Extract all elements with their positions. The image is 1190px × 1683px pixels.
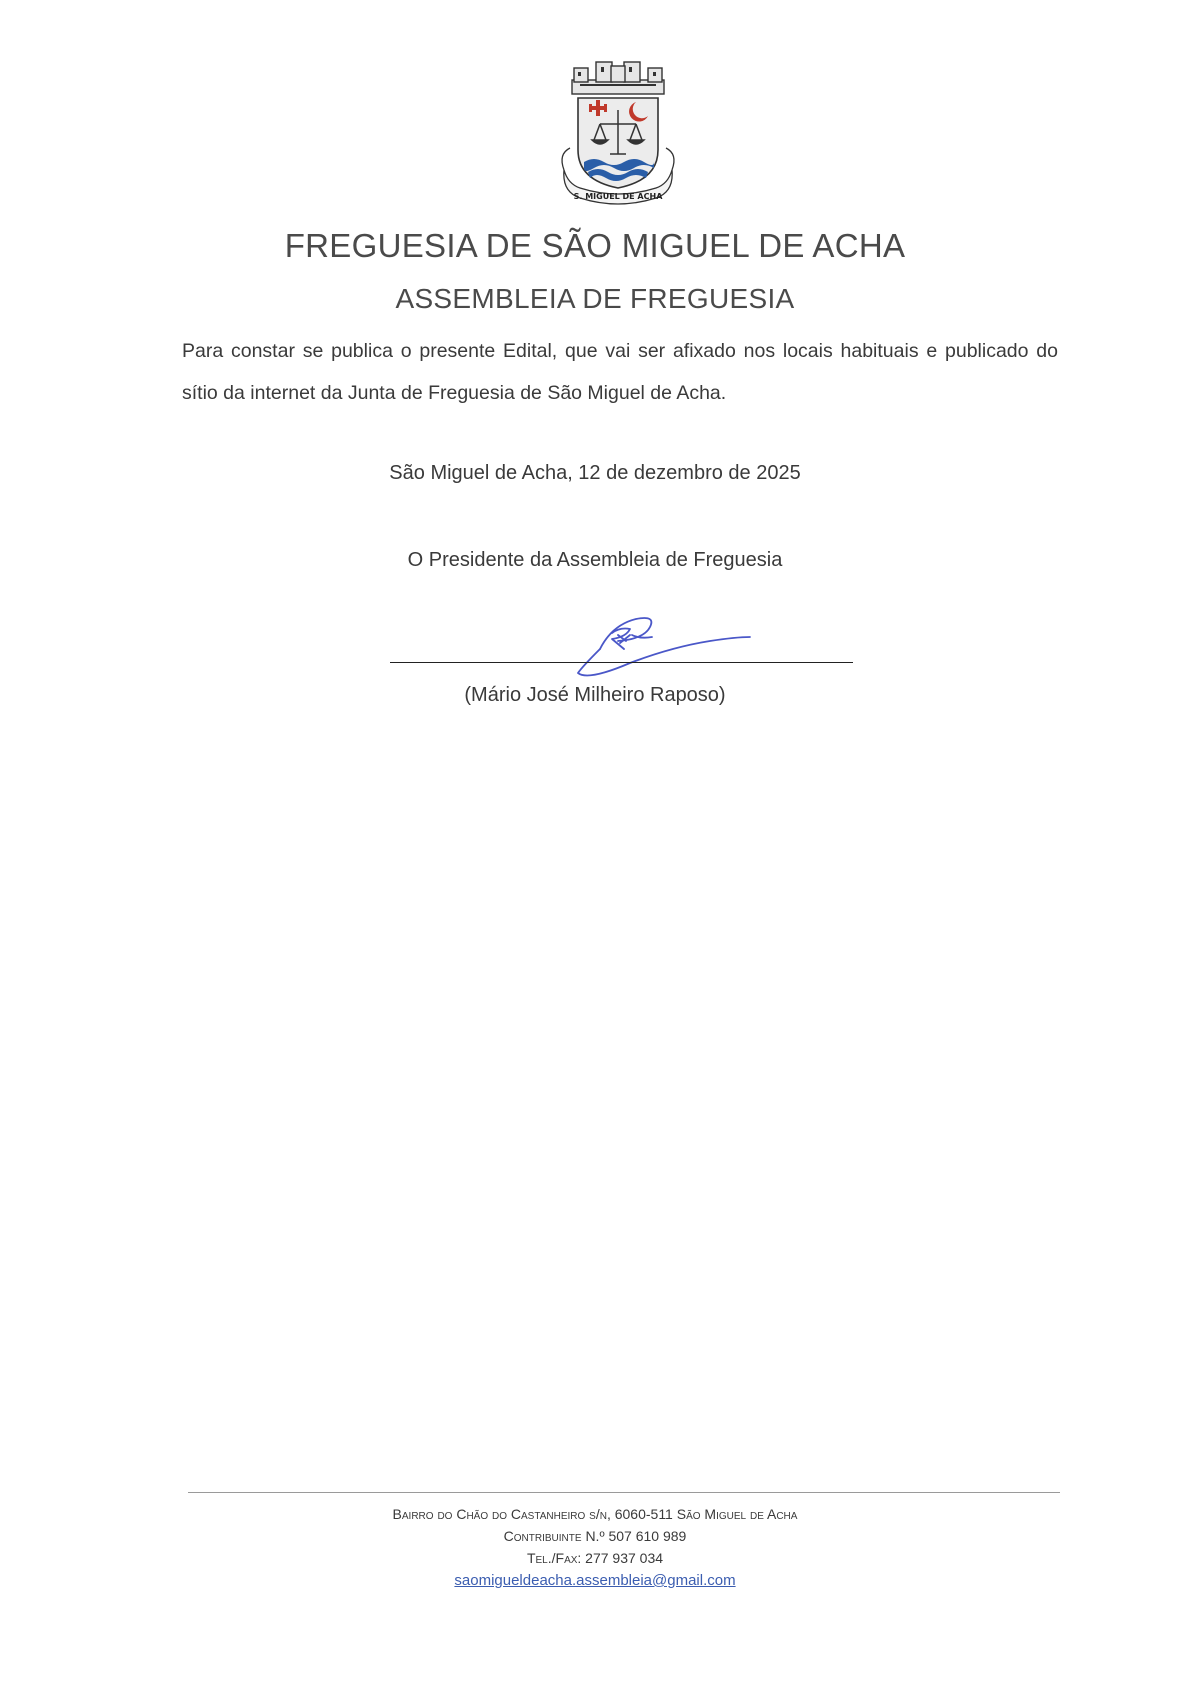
footer-address: Bairro do Chão do Castanheiro s/n, 6060-511 São Miguel de Acha xyxy=(392,1506,798,1522)
handwritten-signature-icon xyxy=(560,605,770,685)
footer-divider xyxy=(188,1492,1060,1493)
footer xyxy=(0,1503,1190,1592)
signature-line xyxy=(390,662,853,663)
signer-role: O Presidente da Assembleia de Freguesia xyxy=(407,549,783,571)
edict-paragraph: Para constar se publica o presente Edital, que vai ser afixado nos locais habituais e publicado do sítio da internet da Junta de Freguesia de São Miguel de Acha. xyxy=(182,340,1058,404)
crest-motto: S. MIGUEL DE ACHA xyxy=(573,192,663,201)
place-and-date: São Miguel de Acha, 12 de dezembro de 2025 xyxy=(389,462,801,484)
coat-of-arms-icon xyxy=(550,58,686,208)
signer-name: (Mário José Milheiro Raposo) xyxy=(464,684,726,706)
footer-email-link[interactable]: saomigueldeacha.assembleia@gmail.com xyxy=(454,1572,736,1589)
footer-phone: Tel./Fax: 277 937 034 xyxy=(526,1550,664,1566)
document-subtitle: ASSEMBLEIA DE FREGUESIA xyxy=(395,283,795,314)
footer-nif: Contribuinte N.º 507 610 989 xyxy=(503,1528,687,1544)
document-title: FREGUESIA DE SÃO MIGUEL DE ACHA xyxy=(284,227,906,264)
